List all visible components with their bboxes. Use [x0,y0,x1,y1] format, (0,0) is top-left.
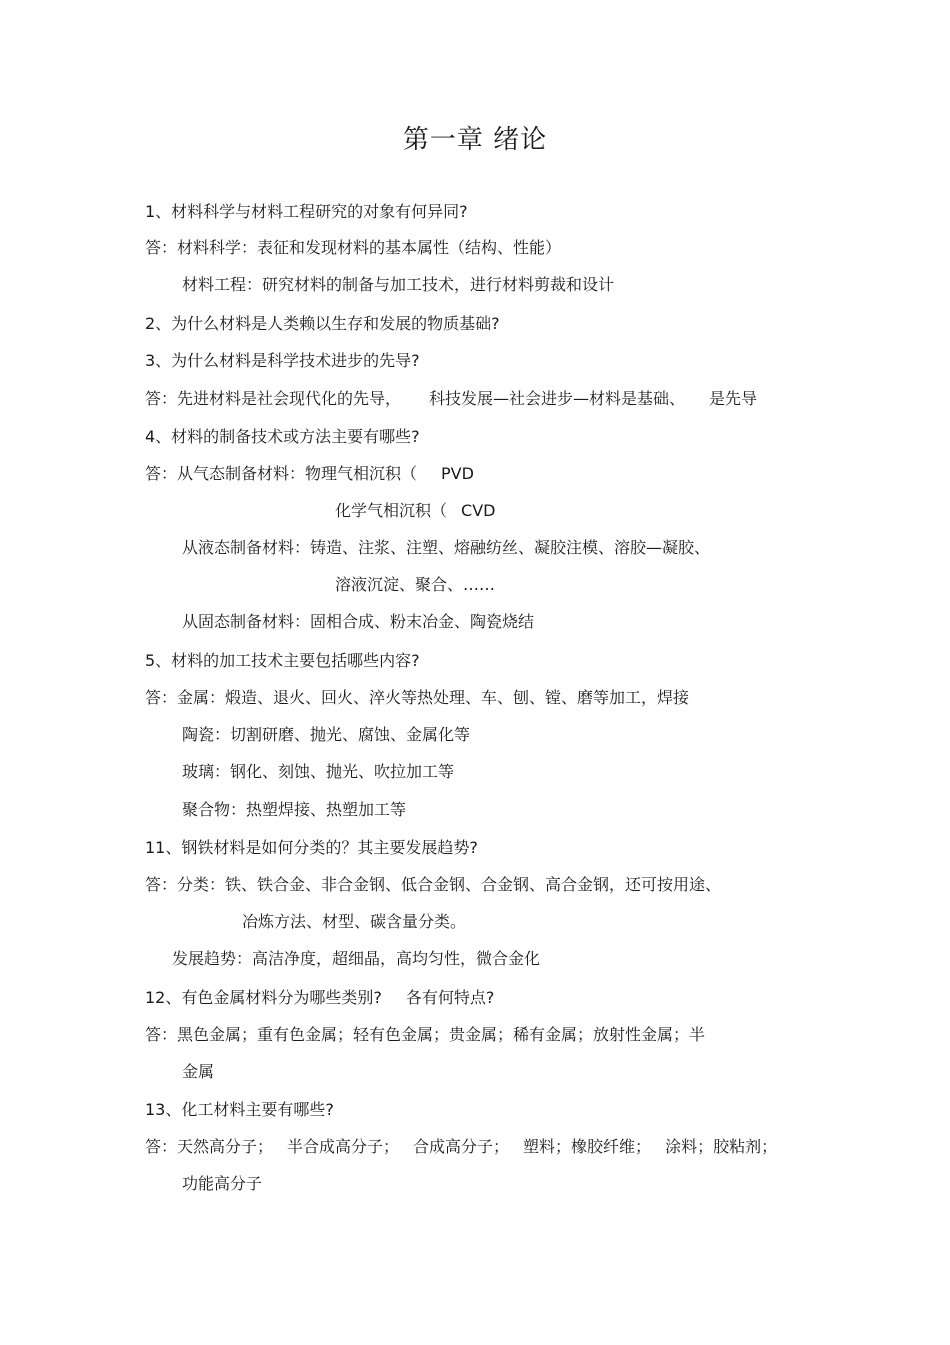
question-12-part-1: 12、有色金属材料分为哪些类别? [145,988,382,1007]
answer-4-line-3: 从液态制备材料：铸造、注浆、注塑、熔融纺丝、凝胶注模、溶胶—凝胶、 [182,538,711,557]
question-12 [145,986,494,1010]
question-13: 13、化工材料主要有哪些? [145,1100,334,1119]
answer-4-line-1 [145,462,474,486]
answer-4-line-2 [335,499,495,523]
answer-5-line-3: 玻璃：钢化、刻蚀、抛光、吹拉加工等 [182,762,455,781]
answer-3-part-3: 是先导 [709,389,758,408]
question-3: 3、为什么材料是科学技术进步的先导? [145,351,420,370]
answer-13-part-4: 塑料；橡胶纤维； [523,1137,652,1156]
answer-1-line-1: 答：材料科学：表征和发现材料的基本属性（结构、性能） [145,238,562,257]
answer-13-line-2: 功能高分子 [182,1174,263,1193]
answer-4-line-5: 从固态制备材料：固相合成、粉末冶金、陶瓷烧结 [182,612,535,631]
question-4: 4、材料的制备技术或方法主要有哪些? [145,427,420,446]
answer-11-line-2: 冶炼方法、材型、碳含量分类。 [242,912,467,931]
answer-1-line-2: 材料工程：研究材料的制备与加工技术，进行材料剪裁和设计 [182,275,615,294]
answer-4-line-1-text: 答：从气态制备材料：物理气相沉积（ [145,464,418,483]
answer-3-part-1: 答：先进材料是社会现代化的先导， [145,389,402,408]
answer-4-line-4: 溶液沉淀、聚合、…… [335,575,496,594]
pvd-label: PVD [441,464,474,483]
answer-12-line-2: 金属 [182,1062,215,1081]
cvd-label: CVD [461,501,496,520]
answer-5-line-4: 聚合物：热塑焊接、热塑加工等 [182,800,407,819]
answer-13-part-2: 半合成高分子； [287,1137,400,1156]
answer-13-part-3: 合成高分子； [413,1137,510,1156]
question-2: 2、为什么材料是人类赖以生存和发展的物质基础? [145,314,500,333]
answer-5-line-2: 陶瓷：切割研磨、抛光、腐蚀、金属化等 [182,725,471,744]
answer-3 [145,387,757,411]
question-1: 1、材料科学与材料工程研究的对象有何异同? [145,202,468,221]
answer-11-line-1: 答：分类：铁、铁合金、非合金钢、低合金钢、合金钢、高合金钢，还可按用途、 [145,875,722,894]
answer-5-line-1: 答：金属：煅造、退火、回火、淬火等热处理、车、刨、镗、磨等加工，焊接 [145,688,690,707]
answer-3-part-2: 科技发展—社会进步—材料是基础、 [429,389,686,408]
answer-12-line-1: 答：黑色金属；重有色金属；轻有色金属；贵金属；稀有金属；放射性金属；半 [145,1025,706,1044]
question-5: 5、材料的加工技术主要包括哪些内容? [145,651,420,670]
answer-13-part-5: 涂料；胶粘剂； [665,1137,778,1156]
chapter-title: 第一章 绪论 [402,125,548,155]
answer-4-line-2-text: 化学气相沉积（ [335,501,448,520]
question-12-part-2: 各有何特点? [405,988,495,1007]
question-11: 11、钢铁材料是如何分类的？其主要发展趋势? [145,838,478,857]
answer-13-line-1 [145,1135,777,1159]
answer-13-part-1: 答：天然高分子； [145,1137,274,1156]
answer-11-line-3: 发展趋势：高洁净度，超细晶，高均匀性，微合金化 [172,949,541,968]
